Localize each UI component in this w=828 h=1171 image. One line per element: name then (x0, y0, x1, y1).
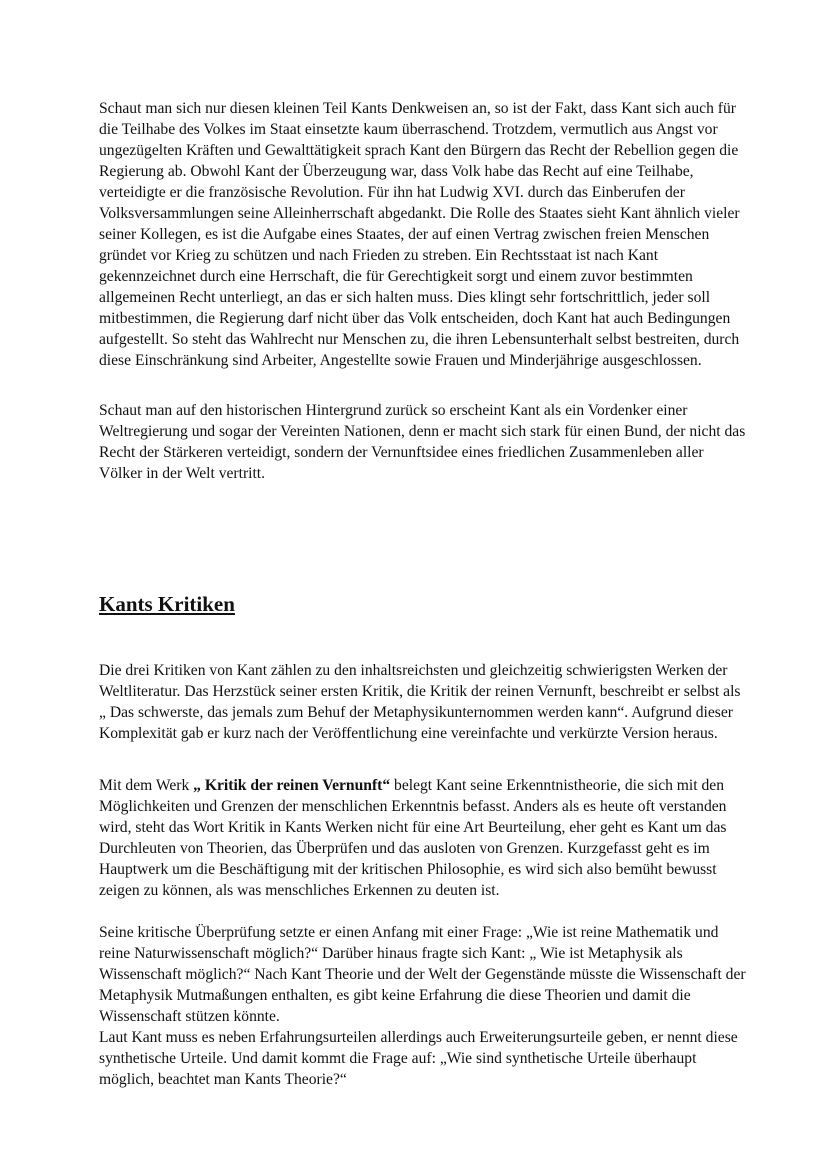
paragraph-critical-questions: Seine kritische Überprüfung setzte er einen Anfang mit einer Frage: „Wie ist reine Mathematik und reine Naturwissenschaft möglich?“ Darüber hinaus fragte sich Kant: „ Wie ist Metaphysik als Wissenschaft möglich?“ Nach Kant Theorie und der Welt der Gegenstände müsste die Wissenschaft der Metaphysik Mutmaßungen enthalten, es gibt keine Erfahrung die diese Theorien und damit die Wissenschaft stützen könnte. (99, 924, 746, 1025)
paragraph-world-government: Schaut man auf den historischen Hintergrund zurück so erscheint Kant als ein Vordenker einer Weltregierung und sogar der Vereinten Nationen, denn er macht sich stark für einen Bund, der nicht das Recht der Stärkeren verteidigt, sondern der Vernunftsidee eines friedlichen Zusammenleben aller Völker in der Welt vertritt. (99, 402, 746, 482)
paragraph-critique-of-pure-reason (99, 775, 749, 901)
paragraph-4-rest: belegt Kant seine Erkenntnistheorie, die sich mit den Möglichkeiten und Grenzen der menschlichen Erkenntnis befasst. Anders als es heute oft verstanden wird, steht das Wort Kritik in Kants Werken nicht für eine Art Beurteilung, eher geht es Kant um das Durchleuten von Theorien, das Überprüfen und das ausloten von Grenzen. Kurzgefasst geht es im Hauptwerk um die Beschäftigung mit der kritischen Philosophie, es wird sich also bemüht bewusst zeigen zu können, als was menschliches Erkennen zu deuten ist. (99, 777, 727, 899)
work-title-bold: „ Kritik der reinen Vernunft“ (193, 777, 391, 794)
paragraph-three-critiques: Die drei Kritiken von Kant zählen zu den inhaltsreichsten und gleichzeitig schwierigsten Werken der Weltliteratur. Das Herzstück seiner ersten Kritik, die Kritik der reinen Vernunft, beschreibt er selbst als „ Das schwerste, das jemals zum Behuf der Metaphysikunternommen werden kann“. Aufgrund dieser Komplexität gab er kurz nach der Veröffentlichung eine vereinfachte und verkürzte Version heraus. (99, 662, 741, 742)
paragraph-synthetic-judgments: Laut Kant muss es neben Erfahrungsurteilen allerdings auch Erweiterungsurteile geben, er nennt diese synthetische Urteile. Und damit kommt die Frage auf: „Wie sind synthetische Urteile überhaupt möglich, beachtet man Kants Theorie?“ (99, 1029, 738, 1088)
paragraph-state-participation: Schaut man sich nur diesen kleinen Teil Kants Denkweisen an, so ist der Fakt, dass Kant sich auch für die Teilhabe des Volkes im Staat einsetzte kaum überraschend. Trotzdem, vermutlich aus Angst vor ungezügelten Kräften und Gewalttätigkeit sprach Kant den Bürgern das Recht der Rebellion gegen die Regierung ab. Obwohl Kant der Überzeugung war, dass Volk habe das Recht auf eine Teilhabe, verteidigte er die französische Revolution. Für ihn hat Ludwig XVI. durch das Einberufen der Volksversammlungen seine Alleinherrschaft abgedankt. Die Rolle des Staates sieht Kant ähnlich vieler seiner Kollegen, es ist die Aufgabe eines Staates, der auf einen Vertrag zwischen freien Menschen gründet vor Krieg zu schützen und nach Frieden zu streben. Ein Rechtsstaat ist nach Kant gekennzeichnet durch eine Herrschaft, die für Gerechtigkeit sorgt und einem zuvor bestimmten allgemeinen Recht unterliegt, an das er sich halten muss. Dies klingt sehr fortschrittlich, jeder soll mitbestimmen, die Regierung darf nicht über das Volk entscheiden, doch Kant hat auch Bedingungen aufgestellt. So steht das Wahlrecht nur Menschen zu, die ihren Lebensunterhalt selbst bestreiten, durch diese Einschränkung sind Arbeiter, Angestellte sowie Frauen und Minderjährige ausgeschlossen. (99, 100, 740, 369)
section-heading-kants-kritiken: Kants Kritiken (99, 592, 235, 616)
paragraph-4-intro: Mit dem Werk (99, 777, 194, 794)
